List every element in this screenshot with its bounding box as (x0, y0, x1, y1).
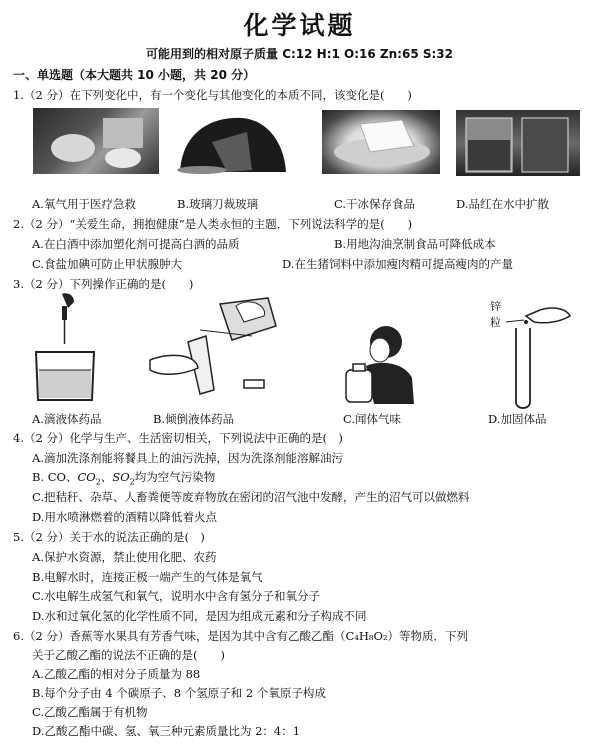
medical-scene-image (33, 108, 159, 174)
q4-b-co2: CO (77, 470, 96, 484)
q6-option-a: A.乙酸乙酯的相对分子质量为 88 (32, 667, 201, 681)
q4-b-sep: 、 (100, 470, 113, 484)
q1-option-d: D.品红在水中扩散 (456, 197, 549, 211)
q5-option-d: D.水和过氧化氢的化学性质不同，是因为组成元素和分子构成不同 (32, 609, 367, 623)
q1-option-c: C.干冰保存食品 (334, 197, 416, 211)
q1-photo-oxygen (33, 108, 159, 174)
q6-stem-line2: 关于乙酸乙酯的说法不正确的是( ) (32, 648, 225, 662)
q4-b-so2: SO (112, 470, 130, 484)
q6-stem-line1: 6.（2 分）香蕉等水果具有芳香气味，是因为其中含有乙酸乙酯（C₄H₈O₂）等物质．下列 (13, 629, 469, 643)
q1-photo-glass-cutter (172, 112, 290, 174)
q5-option-b: B.电解水时，连接正极一端产生的气体是氧气 (32, 570, 263, 584)
q6-option-b: B.每个分子由 4 个碳原子、8 个氢原子和 2 个氧原子构成 (32, 686, 326, 700)
section-heading: 一、单选题（本大题共 10 小题，共 20 分） (13, 68, 256, 82)
q2-option-a: A.在白酒中添加塑化剂可提高白酒的品质 (32, 237, 240, 251)
q3-option-d: D.加固体品 (488, 412, 547, 426)
q5-option-c: C.水电解生成氢气和氧气，说明水中含有氢分子和氧分子 (32, 589, 321, 603)
q1-stem: 1.（2 分）在下列变化中，有一个变化与其他变化的本质不同，该变化是( ) (13, 88, 412, 102)
q4-b-co2-sub: 2 (95, 477, 101, 487)
q2-option-b: B.用地沟油烹制食品可降低成本 (334, 237, 496, 251)
diffusion-beakers-image (456, 110, 580, 176)
q4-stem: 4.（2 分）化学与生产、生活密切相关，下列说法中正确的是( ) (13, 431, 343, 445)
q3-option-a: A.滴液体药品 (32, 412, 102, 426)
q5-option-a: A.保护水资源，禁止使用化肥、农药 (32, 550, 217, 564)
smelling-illustration (340, 320, 420, 404)
dropper-illustration (30, 292, 100, 404)
q3-option-b: B.倾倒液体药品 (153, 412, 235, 426)
dry-ice-image (322, 110, 440, 174)
q3-stem: 3.（2 分）下列操作正确的是( ) (13, 277, 194, 291)
q4-option-a: A.滴加洗涤剂能将餐具上的油污洗掉，因为洗涤剂能溶解油污 (32, 451, 343, 465)
zinc-label-2: 粒 (490, 316, 501, 329)
zinc-label-1: 锌 (490, 300, 501, 313)
q4-b-so2-sub: 2 (129, 477, 135, 487)
q2-option-d: D.在生猪饲料中添加瘦肉精可提高瘦肉的产量 (282, 257, 513, 271)
page-title: 化学试题 (243, 11, 356, 40)
q4-option-c: C.把秸秆、杂草、人畜粪便等废弃物放在密闭的沼气池中发酵，产生的沼气可以做燃料 (32, 490, 470, 504)
q6-option-d: D.乙酸乙酯中碳、氢、氧三种元素质量比为 2：4：1 (32, 724, 301, 738)
q1-photo-diffusion (456, 110, 580, 176)
q1-option-a: A.氧气用于医疗急救 (32, 197, 136, 211)
q2-stem: 2.（2 分）“关爱生命，拥抱健康”是人类永恒的主题．下列说法科学的是( ) (13, 217, 413, 231)
q5-stem: 5.（2 分）关于水的说法正确的是( ) (13, 530, 205, 544)
pouring-illustration (140, 296, 280, 396)
test-tube-illustration (500, 300, 576, 412)
q1-option-b: B.玻璃刀裁玻璃 (177, 197, 259, 211)
q1-photo-dry-ice (322, 110, 440, 174)
glass-cutter-image (172, 112, 290, 174)
q4-option-b (32, 470, 215, 489)
q4-option-d: D.用水喷淋燃着的酒精以降低着火点 (32, 510, 217, 524)
q6-option-c: C.乙酸乙酯属于有机物 (32, 705, 148, 719)
atomic-masses: 可能用到的相对原子质量 C:12 H:1 O:16 Zn:65 S:32 (146, 47, 453, 61)
q2-option-c: C.食盐加碘可防止甲状腺肿大 (32, 257, 183, 271)
q3-option-c: C.闻体气味 (343, 412, 402, 426)
q4-b-suffix: 均为空气污染物 (134, 470, 216, 484)
q4-b-prefix: B. CO、 (32, 470, 78, 484)
